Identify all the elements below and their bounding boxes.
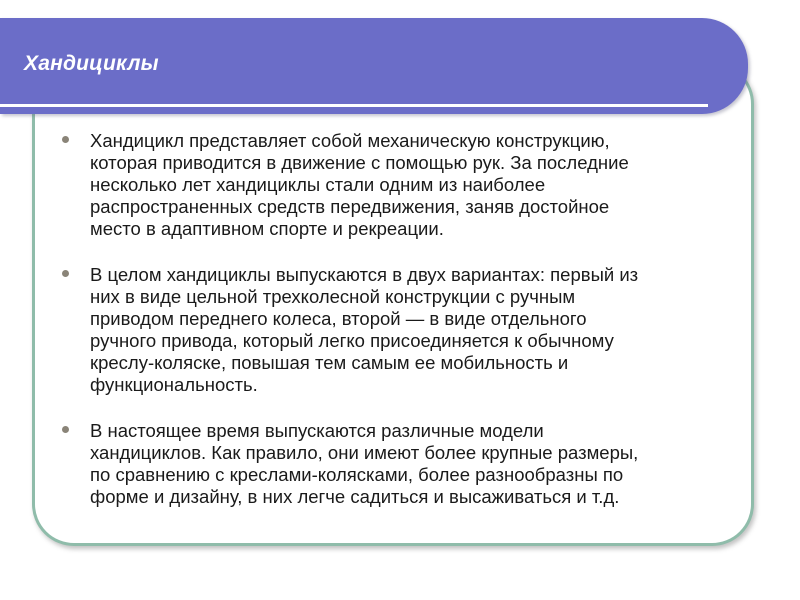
bullet-text: В настоящее время выпускаются различные модели хандициклов. Как правило, они имеют более крупные размеры, по сравнению с креслами-колясками, более разнообразны по форме и дизайну, в них легче садиться и высаживаться и т.д. <box>90 420 639 507</box>
bullet-item <box>60 420 750 508</box>
bullet-dot-icon <box>62 270 69 277</box>
bullet-item <box>60 130 750 240</box>
bullet-text: В целом хандициклы выпускаются в двух вариантах: первый из них в виде цельной трехколесной конструкции с ручным приводом переднего колеса, второй — в виде отдельного ручного привода, который легко присоединяется к обычному креслу-коляске, повышая тем самым ее мобильность и функциональность. <box>90 264 639 395</box>
title-underline <box>0 104 708 107</box>
bullet-dot-icon <box>62 136 69 143</box>
bullet-item <box>60 264 750 396</box>
slide-title: Хандициклы <box>24 52 159 75</box>
bullet-list <box>60 130 750 508</box>
bullet-text: Хандицикл представляет собой механическую конструкцию, которая приводится в движение с помощью рук. За последние несколько лет хандициклы стали одним из наиболее распространенных средств передвижения, заняв достойное место в адаптивном спорте и рекреации. <box>90 130 629 239</box>
bullet-dot-icon <box>62 426 69 433</box>
